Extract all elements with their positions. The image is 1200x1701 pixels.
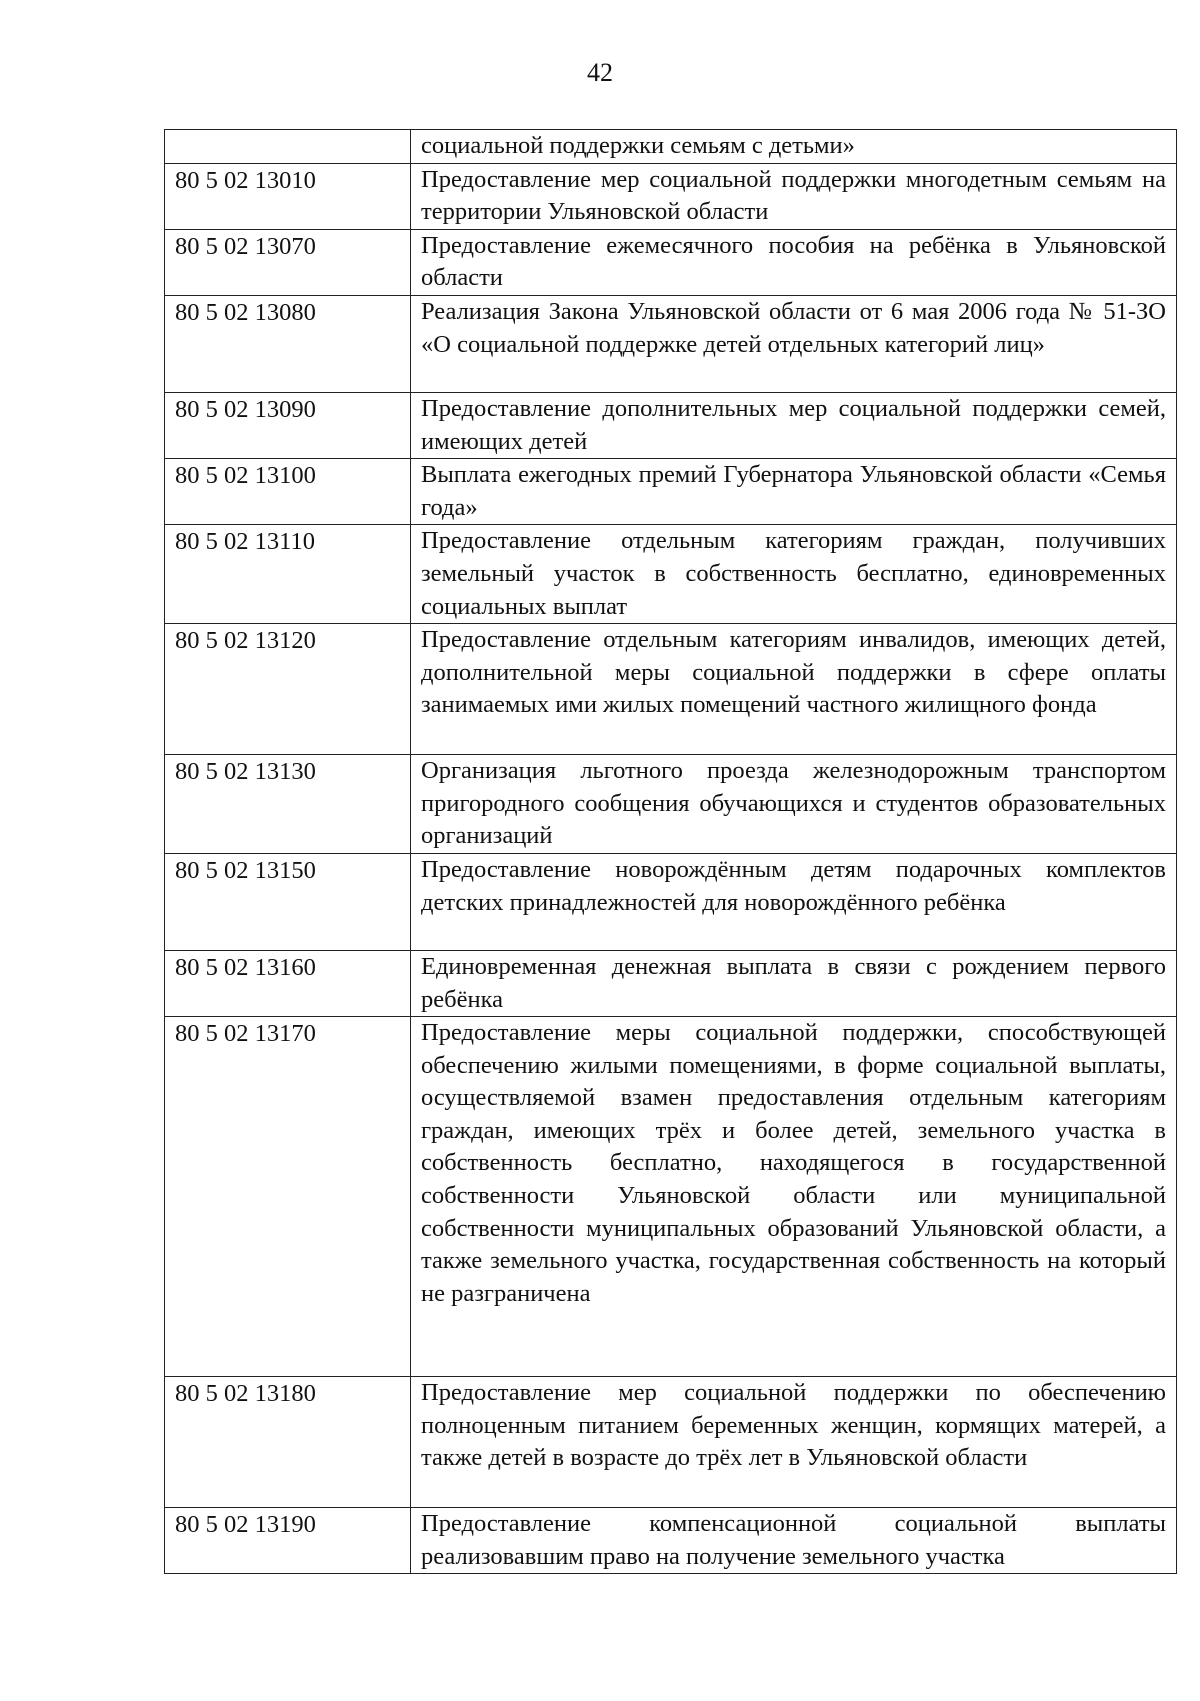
row-code: 80 5 02 13090 <box>165 392 411 458</box>
row-code: 80 5 02 13150 <box>165 853 411 950</box>
row-code: 80 5 02 13070 <box>165 229 411 295</box>
table-row <box>165 624 1177 755</box>
row-code: 80 5 02 13120 <box>165 624 411 755</box>
row-description: социальной поддержки семьям с детьми» <box>411 130 1177 164</box>
row-code: 80 5 02 13180 <box>165 1377 411 1508</box>
row-code: 80 5 02 13100 <box>165 459 411 525</box>
budget-code-table <box>164 129 1177 1574</box>
table-row <box>165 130 1177 164</box>
row-code <box>165 130 411 164</box>
row-code: 80 5 02 13110 <box>165 525 411 624</box>
row-code: 80 5 02 13010 <box>165 163 411 229</box>
row-description: Предоставление дополнительных мер социальной поддержки семей, имеющих детей <box>411 392 1177 458</box>
table-row <box>165 459 1177 525</box>
table-row <box>165 853 1177 950</box>
table-row <box>165 950 1177 1016</box>
row-description: Единовременная денежная выплата в связи с рождением первого ребёнка <box>411 950 1177 1016</box>
table-row <box>165 392 1177 458</box>
row-description: Выплата ежегодных премий Губернатора Ульяновской области «Семья года» <box>411 459 1177 525</box>
row-description: Организация льготного проезда железнодорожным транспортом пригородного сообщения обучающихся и студентов образовательных организаций <box>411 755 1177 854</box>
table-row <box>165 229 1177 295</box>
row-description: Предоставление мер социальной поддержки многодетным семьям на территории Ульяновской области <box>411 163 1177 229</box>
page-number: 42 <box>587 58 613 87</box>
table-row <box>165 163 1177 229</box>
row-code: 80 5 02 13190 <box>165 1508 411 1574</box>
table-row <box>165 525 1177 624</box>
table-row <box>165 1508 1177 1574</box>
row-description: Предоставление меры социальной поддержки, способствующей обеспечению жилыми помещениями, в форме социальной выплаты, осуществляемой взамен предоставления отдельным категориям граждан, имеющих трёх и более детей, земельного участка в собственность бесплатно, находящегося в государственной собственности Ульяновской области или муниципальной собственности муниципальных образований Ульяновской области, а также земельного участка, государственная собственность на который не разграничена <box>411 1017 1177 1377</box>
table-body <box>165 130 1177 1574</box>
row-description: Реализация Закона Ульяновской области от 6 мая 2006 года № 51-ЗО «О социальной поддержке детей отдельных категорий лиц» <box>411 295 1177 392</box>
row-description: Предоставление отдельным категориям граждан, получивших земельный участок в собственность бесплатно, единовременных социальных выплат <box>411 525 1177 624</box>
table-row <box>165 1377 1177 1508</box>
row-description: Предоставление отдельным категориям инвалидов, имеющих детей, дополнительной меры социальной поддержки в сфере оплаты занимаемых ими жилых помещений частного жилищного фонда <box>411 624 1177 755</box>
row-description: Предоставление ежемесячного пособия на ребёнка в Ульяновской области <box>411 229 1177 295</box>
row-code: 80 5 02 13170 <box>165 1017 411 1377</box>
row-description: Предоставление новорождённым детям подарочных комплектов детских принадлежностей для новорождённого ребёнка <box>411 853 1177 950</box>
row-code: 80 5 02 13130 <box>165 755 411 854</box>
row-description: Предоставление мер социальной поддержки по обеспечению полноценным питанием беременных женщин, кормящих матерей, а также детей в возрасте до трёх лет в Ульяновской области <box>411 1377 1177 1508</box>
row-code: 80 5 02 13080 <box>165 295 411 392</box>
table-row <box>165 755 1177 854</box>
table-row <box>165 1017 1177 1377</box>
table-row <box>165 295 1177 392</box>
row-description: Предоставление компенсационной социальной выплаты реализовавшим право на получение земельного участка <box>411 1508 1177 1574</box>
row-code: 80 5 02 13160 <box>165 950 411 1016</box>
